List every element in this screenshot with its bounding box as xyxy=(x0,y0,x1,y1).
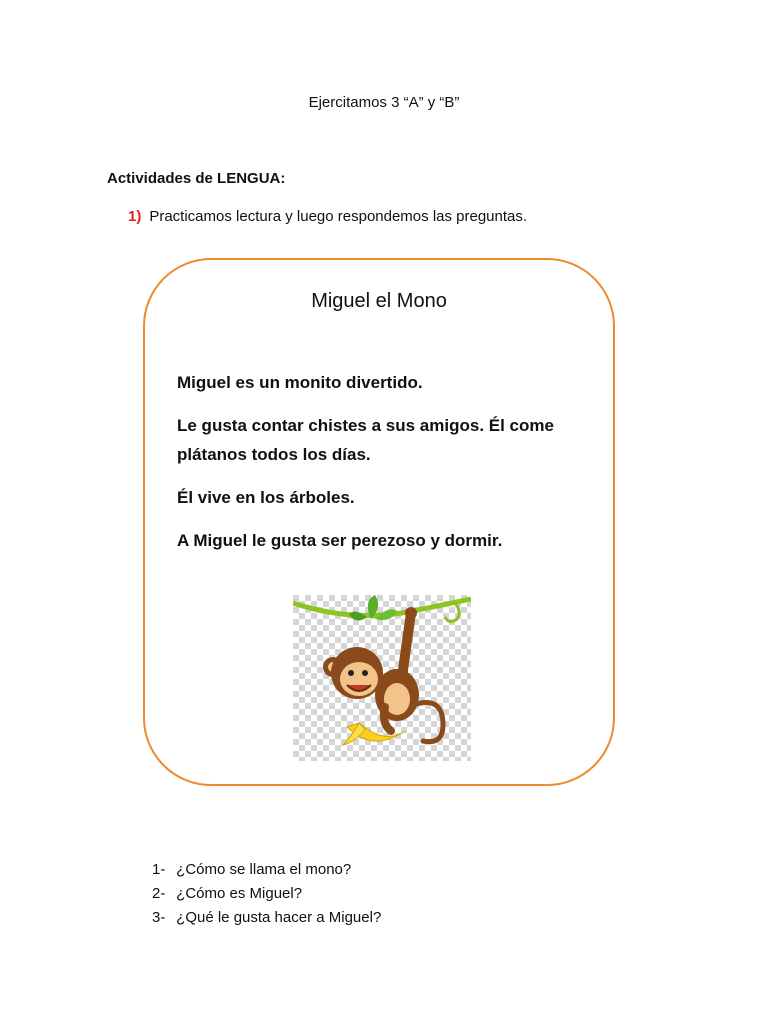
story-line: A Miguel le gusta ser perezoso y dormir. xyxy=(177,531,503,550)
story-line: Le gusta contar chistes a sus amigos. Él come plátanos todos los días. xyxy=(177,416,554,464)
instruction-number: 1) xyxy=(128,208,142,225)
monkey-eye xyxy=(348,670,354,676)
monkey-hand xyxy=(405,607,417,619)
question-number: 3- xyxy=(152,909,166,926)
question-number: 2- xyxy=(152,885,166,902)
questions-list xyxy=(152,858,381,930)
question-item xyxy=(152,858,381,882)
question-item xyxy=(152,882,381,906)
story-text xyxy=(177,368,577,569)
question-item xyxy=(152,906,381,930)
question-text: ¿Qué le gusta hacer a Miguel? xyxy=(176,909,382,926)
story-title: Miguel el Mono xyxy=(311,290,447,312)
page-title: Ejercitamos 3 “A” y “B” xyxy=(308,94,460,111)
story-line: Él vive en los árboles. xyxy=(177,488,355,507)
question-text: ¿Cómo es Miguel? xyxy=(176,885,303,902)
story-line: Miguel es un monito divertido. xyxy=(177,373,423,392)
instruction-text: Practicamos lectura y luego respondemos las preguntas. xyxy=(149,208,528,225)
monkey-eye xyxy=(362,670,368,676)
monkey-illustration-icon xyxy=(293,595,471,761)
story-box xyxy=(143,258,615,786)
instruction xyxy=(128,208,527,225)
section-heading: Actividades de LENGUA: xyxy=(107,170,286,187)
question-number: 1- xyxy=(152,861,166,878)
question-text: ¿Cómo se llama el mono? xyxy=(176,861,352,878)
